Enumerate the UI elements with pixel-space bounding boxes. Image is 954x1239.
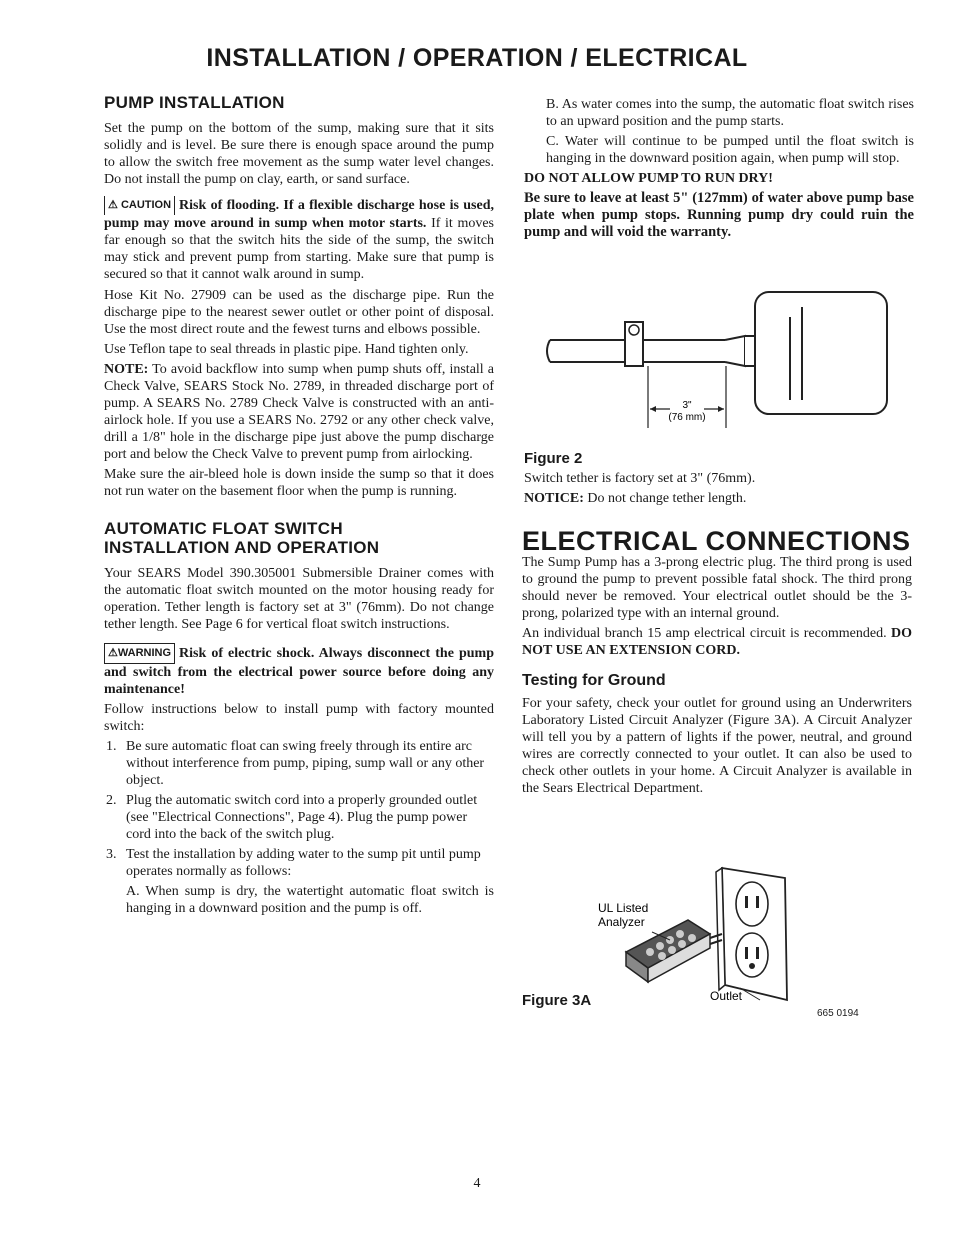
electrical-paragraph-2	[522, 625, 912, 659]
caution-notice	[104, 196, 494, 283]
dry-run-warning: DO NOT ALLOW PUMP TO RUN DRY!	[524, 171, 773, 186]
sub-step-c	[524, 133, 914, 167]
float-switch-paragraph-1: Your SEARS Model 390.305001 Submersible Drainer comes with the automatic float switch mounted on the motor housing ready for operation. Tether length is factory set at 3" (76mm). Do not change tether length. See Page 6 for vertical float switch instructions.	[104, 566, 494, 632]
caution-label-text: CAUTION	[120, 199, 172, 211]
figure-2-caption: Figure 2	[524, 450, 583, 467]
list-item	[104, 738, 494, 789]
step-number: 2.	[106, 793, 117, 808]
test-steps-list	[104, 738, 494, 880]
notice-label: NOTICE:	[524, 491, 584, 506]
analyzer-label: Analyzer	[598, 915, 645, 929]
electrical-section	[522, 526, 913, 800]
warning-text: Risk of electric shock. Always disconnect the pump and switch from the electrical power source before doing any maintenance!	[104, 646, 494, 697]
caution-bold-text: Risk of flooding. If a flexible discharge hose is used, pump may move around in sump when motor starts.	[104, 198, 494, 231]
leave-water-warning: Be sure to leave at least 5" (127mm) of water above pump base plate when pump stops. Running pump dry could ruin the pump and will void the warranty.	[524, 190, 914, 240]
caution-label	[104, 196, 175, 215]
warning-icon: ⚠	[108, 647, 118, 659]
document-code: 665 0194	[817, 1008, 859, 1019]
testing-for-ground-heading: Testing for Ground	[522, 672, 666, 689]
step-number: 1.	[106, 739, 117, 754]
pump-installation-paragraph-2: Hose Kit No. 27909 can be used as the discharge pipe. Run the discharge pipe to the nearest sewer outlet or other point of disposal. Use the most direct route and the fewest turns and elbows possible.	[104, 288, 494, 337]
pump-installation-paragraph-1: Set the pump on the bottom of the sump, making sure that it sits solidly and is level. Be sure there is enough space around the pump to allow the switch free movement as the sump water level changes. Do not install the pump on clay, earth, or sand surface.	[104, 121, 494, 187]
caution-rest-text: If it moves far enough so that the switch hits the side of the sump, the switch may stick and prevent pump from starting. Make sure that pump is secured so that it cannot walk around in sump.	[104, 216, 494, 282]
sub-step-a	[104, 883, 494, 917]
tether-dimension-mm: (76 mm)	[668, 412, 706, 423]
float-switch-paragraph-2: Follow instructions below to install pump with factory mounted switch:	[104, 702, 494, 734]
notice-text: Do not change tether length.	[583, 491, 747, 506]
figure-2-tether-diagram	[540, 282, 900, 432]
ul-listed-label: UL Listed	[598, 901, 649, 915]
figure-3a-analyzer-diagram	[590, 860, 795, 1010]
testing-paragraph: For your safety, check your outlet for ground using an Underwriters Laboratory Listed Circuit Analyzer (Figure 3A). A Circuit Analyzer will tell you by a pattern of lights if the power, neutral, and ground wires are correctly connected to your outlet. It can also be used to check other outlets in your home. A Circuit Analyzer is available in the Sears Electrical Department.	[522, 696, 912, 796]
float-switch-heading-line-2: INSTALLATION AND OPERATION	[104, 538, 380, 557]
list-item	[104, 846, 494, 880]
electrical-connections-heading: ELECTRICAL CONNECTIONS	[522, 526, 911, 556]
step-text: Be sure automatic float can swing freely through its entire arc without interference from pump, piping, sump wall or any other object.	[126, 739, 485, 788]
left-column	[104, 93, 494, 920]
sub-step-a-text: A. When sump is dry, the watertight automatic float switch is hanging in a downward position and the pump is off.	[126, 884, 494, 916]
step-text: Test the installation by adding water to the sump pit until pump operates normally as follows:	[126, 847, 481, 879]
tether-dimension-inches: 3"	[682, 400, 692, 411]
warning-label	[104, 643, 175, 664]
pump-installation-paragraph-3: Use Teflon tape to seal threads in plastic pipe. Hand tighten only.	[104, 342, 469, 357]
outlet-label: Outlet	[710, 989, 743, 1003]
float-switch-heading-line-1: AUTOMATIC FLOAT SWITCH	[104, 519, 343, 538]
sub-step-c-text: C. Water will continue to be pumped until the float switch is hanging in the downward position again, when pump will stop.	[546, 134, 914, 166]
electrical-paragraph-2-text: An individual branch 15 amp electrical circuit is recommended.	[522, 626, 887, 641]
figure-2-text: Switch tether is factory set at 3" (76mm).	[524, 471, 756, 486]
extension-cord-warning: DO NOT USE AN EXTENSION CORD.	[522, 626, 913, 658]
step-text: Plug the automatic switch cord into a properly grounded outlet (see "Electrical Connections", Page 4). Plug the pump power cord into the back of the switch plug.	[126, 793, 478, 842]
page-number: 4	[473, 1176, 481, 1191]
note-label: NOTE:	[104, 362, 149, 377]
figure-2-notice	[524, 490, 914, 507]
list-item	[104, 792, 494, 843]
step-number: 3.	[106, 847, 117, 862]
sub-step-b	[524, 96, 914, 130]
caution-icon: ⚠	[108, 199, 118, 211]
note-text: To avoid backflow into sump when pump shuts off, install a Check Valve, SEARS Stock No. 2789, in threaded discharge port of pump. A SEARS No. 2789 Check Valve is constructed with an anti-airlock hole. If you use a SEARS No. 2792 or any other check valve, drill a 1/8" hole in the discharge pipe just above the pump discharge port and below the Check Valve to prevent pump from airlocking.	[104, 362, 494, 462]
right-column	[524, 96, 914, 244]
pump-installation-heading: PUMP INSTALLATION	[104, 93, 285, 112]
figure-3a-caption: Figure 3A	[522, 992, 592, 1009]
electrical-paragraph-1: The Sump Pump has a 3-prong electric plug. The third prong is used to ground the pump to prevent possible fatal shock. The third prong should never be removed. Your electrical outlet should be the 3-prong, polarized type with an internal ground.	[522, 555, 912, 621]
sub-step-b-text: B. As water comes into the sump, the automatic float switch rises to an upward position and the pump starts.	[546, 97, 914, 129]
page-title: INSTALLATION / OPERATION / ELECTRICAL	[206, 44, 748, 72]
warning-label-text: WARNING	[117, 647, 172, 659]
warning-notice	[104, 643, 494, 698]
pump-installation-paragraph-4: Make sure the air-bleed hole is down inside the sump so that it does not run water on the basement floor when the pump is running.	[104, 467, 494, 499]
check-valve-note	[104, 361, 494, 463]
figure-2-caption-block	[524, 450, 914, 510]
